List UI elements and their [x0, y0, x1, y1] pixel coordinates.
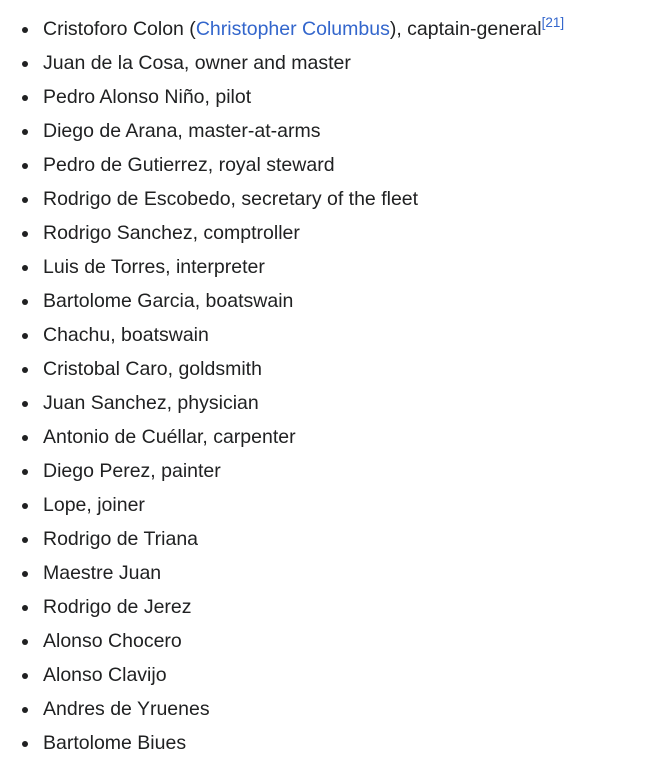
list-item-text: Rodrigo Sanchez, comptroller: [43, 222, 300, 244]
list-item: [0, 182, 564, 216]
bullet-icon: [22, 401, 28, 407]
list-item-text: Andres de Yruenes: [43, 698, 210, 720]
list-item-text: Chachu, boatswain: [43, 324, 209, 346]
bullet-icon: [22, 435, 28, 441]
list-item: [0, 556, 564, 590]
list-item-text: Antonio de Cuéllar, carpenter: [43, 426, 296, 448]
bullet-icon: [22, 265, 28, 271]
list-item: [0, 488, 564, 522]
bullet-icon: [22, 197, 28, 203]
christopher-columbus-link[interactable]: Christopher Columbus: [195, 18, 390, 40]
list-item: [0, 692, 564, 726]
bullet-icon: [22, 27, 28, 33]
list-item-text: Cristobal Caro, goldsmith: [43, 358, 262, 380]
list-item-text: Cristoforo Colon (: [43, 18, 196, 40]
list-item-text: Bartolome Garcia, boatswain: [43, 290, 294, 312]
list-item: [0, 386, 564, 420]
list-item-text: Alonso Clavijo: [43, 664, 167, 686]
list-item-text: Alonso Chocero: [43, 630, 182, 652]
bullet-icon: [22, 367, 28, 373]
list-item: [0, 12, 564, 46]
list-item-text: Diego de Arana, master-at-arms: [43, 120, 321, 142]
bullet-icon: [22, 163, 28, 169]
list-item: [0, 284, 564, 318]
list-item-text: Diego Perez, painter: [43, 460, 221, 482]
list-item: [0, 216, 564, 250]
list-item-text: Rodrigo de Jerez: [43, 596, 192, 618]
bullet-icon: [22, 231, 28, 237]
list-item: [0, 420, 564, 454]
list-item: [0, 352, 564, 386]
bullet-icon: [22, 639, 28, 645]
list-item-text: Maestre Juan: [43, 562, 162, 584]
list-item: [0, 726, 564, 760]
bullet-icon: [22, 333, 28, 339]
bullet-icon: [22, 299, 28, 305]
list-item-text: ), captain-general: [389, 18, 542, 40]
list-item-text: Juan de la Cosa, owner and master: [43, 52, 351, 74]
list-item-text: Pedro de Gutierrez, royal steward: [43, 154, 335, 176]
list-item: [0, 46, 564, 80]
list-item: [0, 250, 564, 284]
bullet-icon: [22, 605, 28, 611]
bullet-icon: [22, 741, 28, 747]
list-item: [0, 624, 564, 658]
bullet-icon: [22, 95, 28, 101]
citation-link[interactable]: [21]: [541, 14, 565, 30]
bullet-icon: [22, 571, 28, 577]
list-item: [0, 114, 564, 148]
list-item: [0, 318, 564, 352]
list-item-text: Luis de Torres, interpreter: [43, 256, 265, 278]
bullet-icon: [22, 61, 28, 67]
list-item: [0, 148, 564, 182]
list-item-text: Juan Sanchez, physician: [43, 392, 259, 414]
list-item-text: Lope, joiner: [43, 494, 145, 516]
list-item-text: Rodrigo de Escobedo, secretary of the fleet: [43, 188, 419, 210]
list-item-text: Bartolome Biues: [43, 732, 187, 754]
bullet-icon: [22, 707, 28, 713]
list-item: [0, 454, 564, 488]
list-item-text: Rodrigo de Triana: [43, 528, 199, 550]
list-item: [0, 658, 564, 692]
bullet-icon: [22, 129, 28, 135]
bullet-icon: [22, 537, 28, 543]
crew-list: [0, 12, 564, 760]
bullet-icon: [22, 673, 28, 679]
bullet-icon: [22, 503, 28, 509]
list-item: [0, 80, 564, 114]
list-item-text: Pedro Alonso Niño, pilot: [43, 86, 252, 108]
bullet-icon: [22, 469, 28, 475]
list-item: [0, 590, 564, 624]
list-item: [0, 522, 564, 556]
